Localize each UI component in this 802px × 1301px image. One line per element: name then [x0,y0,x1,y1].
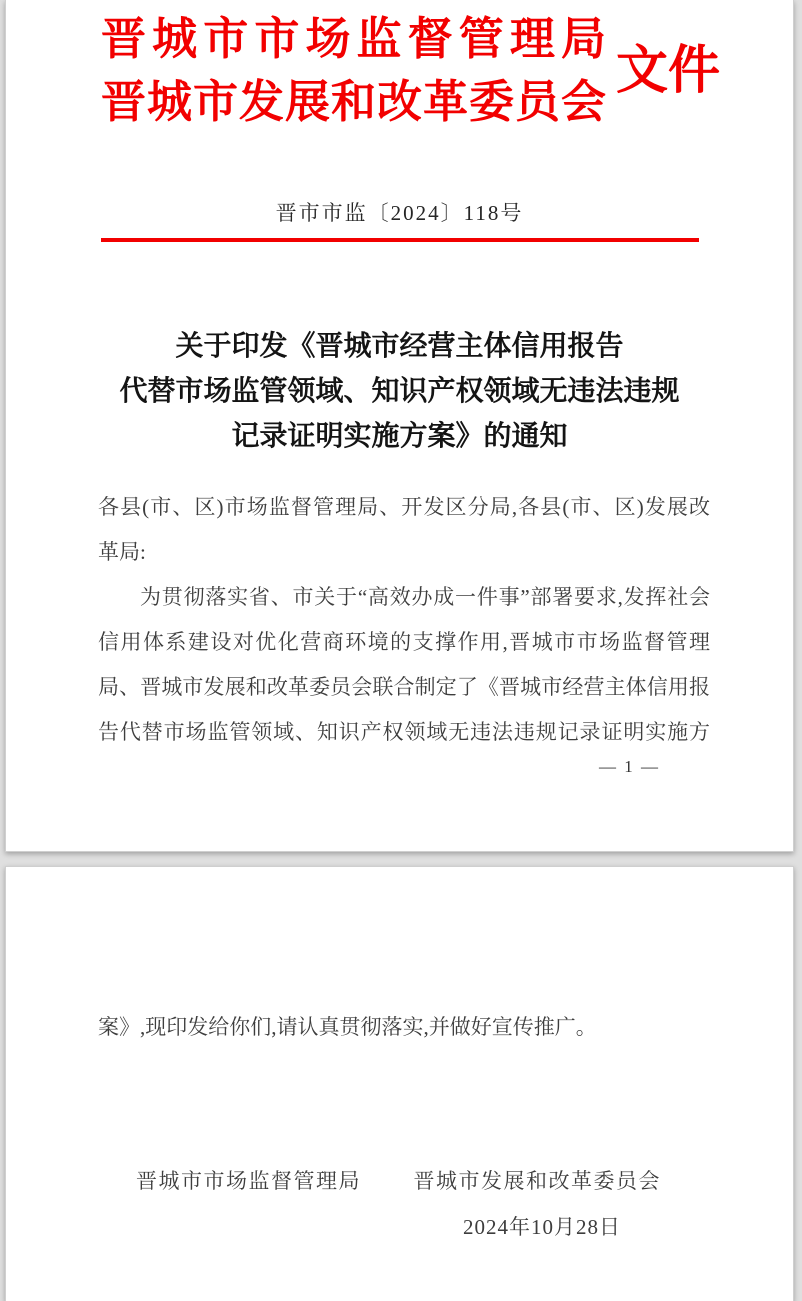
document-page-2 [5,866,794,1301]
document-body-page2: 案》,现印发给你们,请认真贯彻落实,并做好宣传推广。 [98,1015,597,1039]
issuer-line-1: 晋城市市场监督管理局 [101,14,606,64]
signature-left: 晋城市市场监督管理局 [136,1169,361,1193]
document-type-label: 文件 [616,43,721,100]
document-date: 2024年10月28日 [463,1215,621,1239]
signature-right: 晋城市发展和改革委员会 [413,1169,661,1193]
issuer-line-2: 晋城市发展和改革委员会 [101,77,606,127]
page-gap [0,852,802,866]
document-number: 晋市市监〔2024〕118号 [275,201,524,225]
page-number: — 1 — [599,757,660,776]
red-divider-rule [101,238,699,242]
recipient-line-1: 各县(市、区)市场监督管理局、开发区分局,各县(市、区)发展改 [98,495,710,519]
recipient-line-2: 革局: [98,540,146,564]
body-line-2: 信用体系建设对优化营商环境的支撑作用,晋城市市场监督管理 [98,630,710,654]
title-line-3: 记录证明实施方案》的通知 [231,421,568,452]
issuing-agencies [101,8,606,134]
title-line-2: 代替市场监管领域、知识产权领域无违法违规 [119,376,680,407]
body-line-4: 告代替市场监管领域、知识产权领域无违法违规记录证明实施方 [98,720,710,744]
document-page-1 [5,0,794,852]
document-body-page1 [98,485,710,755]
body-line-1: 为贯彻落实省、市关于“高效办成一件事”部署要求,发挥社会 [140,585,710,609]
signature-row [6,1168,793,1194]
document-title [6,324,793,459]
body-line-3: 局、晋城市发展和改革委员会联合制定了《晋城市经营主体信用报 [98,675,710,699]
document-letterhead [6,0,793,134]
title-line-1: 关于印发《晋城市经营主体信用报告 [175,331,624,362]
